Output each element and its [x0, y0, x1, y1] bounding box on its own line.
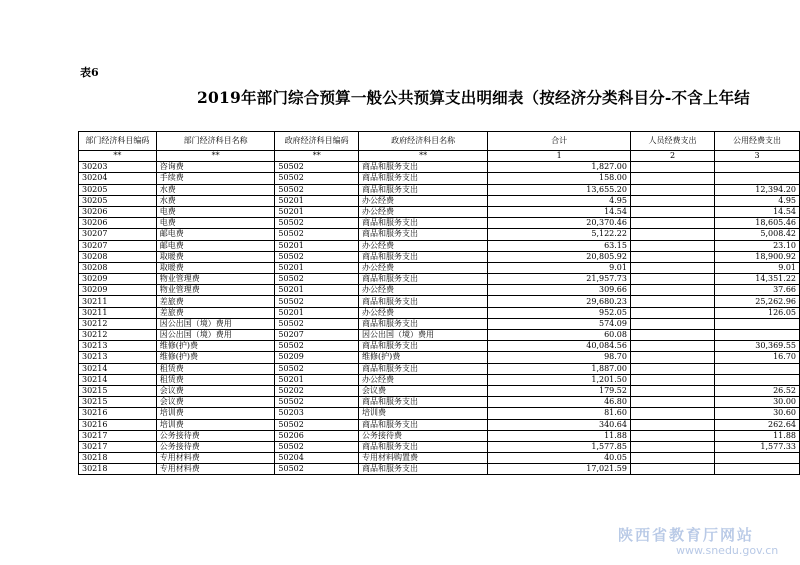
table-cell [630, 330, 714, 341]
table-cell: 专用材料费 [156, 464, 275, 475]
table-cell [630, 162, 714, 173]
table-cell [630, 430, 714, 441]
table-cell: 50201 [275, 374, 359, 385]
table-cell: 50202 [275, 385, 359, 396]
table-cell: 30217 [79, 430, 157, 441]
table-row [79, 184, 800, 195]
table-cell: 商品和服务支出 [358, 218, 487, 229]
table-cell: 专用材料购置费 [358, 453, 487, 464]
table-row [79, 240, 800, 251]
table-cell: 23.10 [714, 240, 799, 251]
table-cell: 商品和服务支出 [358, 441, 487, 452]
table-cell: 30218 [79, 464, 157, 475]
col-header: 部门经济科目名称 [156, 132, 275, 151]
table-cell: 取暖费 [156, 262, 275, 273]
table-cell: 商品和服务支出 [358, 229, 487, 240]
table-row [79, 330, 800, 341]
table-cell: 50201 [275, 240, 359, 251]
col-header: 合计 [488, 132, 631, 151]
table-cell: 50201 [275, 285, 359, 296]
table-cell: 952.05 [488, 307, 631, 318]
table-cell: 邮电费 [156, 229, 275, 240]
table-cell: 50203 [275, 408, 359, 419]
table-cell: 98.70 [488, 352, 631, 363]
table-cell: 电费 [156, 206, 275, 217]
table-row [79, 397, 800, 408]
subheader-cell: ** [358, 151, 487, 162]
table-cell [630, 341, 714, 352]
table-cell: 5,008.42 [714, 229, 799, 240]
table-cell: 37.66 [714, 285, 799, 296]
table-cell: 60.08 [488, 330, 631, 341]
table-row [79, 285, 800, 296]
table-cell: 专用材料费 [156, 453, 275, 464]
table-cell [714, 464, 799, 475]
table-cell: 办公经费 [358, 240, 487, 251]
col-header: 政府经济科目名称 [358, 132, 487, 151]
table-cell: 30217 [79, 441, 157, 452]
table-cell: 差旅费 [156, 307, 275, 318]
table-cell: 5,122.22 [488, 229, 631, 240]
table-row [79, 251, 800, 262]
table-cell [630, 352, 714, 363]
table-cell: 30208 [79, 251, 157, 262]
table-cell [630, 307, 714, 318]
table-cell: 126.05 [714, 307, 799, 318]
table-cell: 培训费 [156, 419, 275, 430]
table-cell: 30218 [79, 453, 157, 464]
table-cell: 30214 [79, 363, 157, 374]
table-cell: 手续费 [156, 173, 275, 184]
table-cell: 11.88 [714, 430, 799, 441]
table-cell: 30213 [79, 352, 157, 363]
table-cell: 50207 [275, 330, 359, 341]
table-cell: 办公经费 [358, 307, 487, 318]
table-cell: 商品和服务支出 [358, 464, 487, 475]
table-cell [714, 162, 799, 173]
table-cell: 1,577.33 [714, 441, 799, 452]
table-cell: 公务接待费 [156, 430, 275, 441]
table-cell: 商品和服务支出 [358, 397, 487, 408]
table-cell: 18,900.92 [714, 251, 799, 262]
table-cell: 30214 [79, 374, 157, 385]
table-row [79, 341, 800, 352]
table-cell [714, 330, 799, 341]
table-cell: 46.80 [488, 397, 631, 408]
table-cell: 商品和服务支出 [358, 363, 487, 374]
table-cell: 商品和服务支出 [358, 318, 487, 329]
table-cell [630, 397, 714, 408]
table-cell: 9.01 [488, 262, 631, 273]
table-cell [714, 363, 799, 374]
table-cell: 309.66 [488, 285, 631, 296]
table-row [79, 352, 800, 363]
table-cell [714, 374, 799, 385]
table-cell [714, 173, 799, 184]
table-cell: 会议费 [358, 385, 487, 396]
table-cell: 14.54 [488, 206, 631, 217]
table-cell: 50502 [275, 251, 359, 262]
table-row [79, 419, 800, 430]
table-cell: 办公经费 [358, 195, 487, 206]
table-cell: 30205 [79, 184, 157, 195]
table-cell: 商品和服务支出 [358, 184, 487, 195]
table-cell: 13,655.20 [488, 184, 631, 195]
table-row [79, 408, 800, 419]
table-cell [630, 184, 714, 195]
table-cell: 水费 [156, 184, 275, 195]
table-row [79, 318, 800, 329]
table-cell: 12,394.20 [714, 184, 799, 195]
subheader-cell: ** [79, 151, 157, 162]
table-cell: 物业管理费 [156, 285, 275, 296]
table-cell: 50502 [275, 173, 359, 184]
col-header: 公用经费支出 [714, 132, 799, 151]
table-cell: 办公经费 [358, 285, 487, 296]
table-cell: 50502 [275, 218, 359, 229]
table-cell: 50502 [275, 397, 359, 408]
table-cell: 179.52 [488, 385, 631, 396]
table-cell: 30206 [79, 206, 157, 217]
table-cell [630, 441, 714, 452]
table-cell: 维修(护)费 [358, 352, 487, 363]
table-body [79, 162, 800, 475]
table-row [79, 274, 800, 285]
table-cell: 20,370.46 [488, 218, 631, 229]
table-cell: 公务接待费 [358, 430, 487, 441]
table-cell: 50502 [275, 441, 359, 452]
col-header: 人员经费支出 [630, 132, 714, 151]
table-cell: 30215 [79, 397, 157, 408]
table-row [79, 162, 800, 173]
table-cell: 水费 [156, 195, 275, 206]
table-cell: 30211 [79, 307, 157, 318]
table-cell: 262.64 [714, 419, 799, 430]
table-cell: 物业管理费 [156, 274, 275, 285]
table-cell: 30207 [79, 240, 157, 251]
table-cell: 培训费 [358, 408, 487, 419]
table-cell: 因公出国（境）费用 [358, 330, 487, 341]
table-cell: 50502 [275, 464, 359, 475]
table-cell: 取暖费 [156, 251, 275, 262]
subheader-row [79, 151, 800, 162]
table-cell [630, 206, 714, 217]
table-cell: 50201 [275, 307, 359, 318]
subheader-cell: 3 [714, 151, 799, 162]
table-cell: 21,957.73 [488, 274, 631, 285]
table-cell: 1,577.85 [488, 441, 631, 452]
table-cell: 340.64 [488, 419, 631, 430]
table-cell: 电费 [156, 218, 275, 229]
table-cell: 因公出国（境）费用 [156, 330, 275, 341]
table-cell [630, 296, 714, 307]
table-cell: 30215 [79, 385, 157, 396]
table-cell: 公务接待费 [156, 441, 275, 452]
table-cell [630, 195, 714, 206]
table-cell: 50502 [275, 318, 359, 329]
col-header: 政府经济科目编码 [275, 132, 359, 151]
table-cell: 租赁费 [156, 363, 275, 374]
table-cell: 30208 [79, 262, 157, 273]
table-row [79, 206, 800, 217]
table-cell: 81.60 [488, 408, 631, 419]
table-cell: 17,021.59 [488, 464, 631, 475]
table-cell: 30.00 [714, 397, 799, 408]
table-cell: 商品和服务支出 [358, 341, 487, 352]
table-cell: 咨询费 [156, 162, 275, 173]
table-cell: 办公经费 [358, 262, 487, 273]
table-cell: 40.05 [488, 453, 631, 464]
table-row [79, 464, 800, 475]
table-cell: 158.00 [488, 173, 631, 184]
table-cell: 差旅费 [156, 296, 275, 307]
watermark-name: 陕西省教育厅网站 [618, 526, 755, 544]
table-cell: 29,680.23 [488, 296, 631, 307]
table-row [79, 262, 800, 273]
table-cell: 租赁费 [156, 374, 275, 385]
table-row [79, 218, 800, 229]
table-row [79, 363, 800, 374]
table-cell: 63.15 [488, 240, 631, 251]
table-cell: 商品和服务支出 [358, 162, 487, 173]
table-cell [630, 251, 714, 262]
table-row [79, 385, 800, 396]
table-cell: 20,805.92 [488, 251, 631, 262]
table-row [79, 374, 800, 385]
table-cell: 30209 [79, 285, 157, 296]
table-cell: 50206 [275, 430, 359, 441]
subheader-cell: ** [156, 151, 275, 162]
watermark [618, 524, 778, 557]
table-cell [630, 408, 714, 419]
table-cell: 商品和服务支出 [358, 274, 487, 285]
table-cell: 因公出国（境）费用 [156, 318, 275, 329]
table-cell: 30209 [79, 274, 157, 285]
table-cell [630, 363, 714, 374]
table-cell: 50502 [275, 419, 359, 430]
table-cell: 50502 [275, 229, 359, 240]
table-cell [630, 173, 714, 184]
table-cell: 30212 [79, 330, 157, 341]
page-title: 2019年部门综合预算一般公共预算支出明细表（按经济分类科目分-不含上年结 [197, 88, 750, 107]
table-cell [630, 285, 714, 296]
table-cell: 商品和服务支出 [358, 251, 487, 262]
table-row [79, 195, 800, 206]
table-cell: 14.54 [714, 206, 799, 217]
table-cell: 1,827.00 [488, 162, 631, 173]
subheader-cell: 2 [630, 151, 714, 162]
table-cell: 商品和服务支出 [358, 419, 487, 430]
table-cell: 30213 [79, 341, 157, 352]
table-row [79, 453, 800, 464]
table-cell: 50201 [275, 262, 359, 273]
table-cell: 9.01 [714, 262, 799, 273]
table-cell: 50502 [275, 274, 359, 285]
table-cell: 4.95 [488, 195, 631, 206]
table-row [79, 173, 800, 184]
table-cell: 50204 [275, 453, 359, 464]
table-cell: 18,605.46 [714, 218, 799, 229]
table-cell: 11.88 [488, 430, 631, 441]
table-row [79, 296, 800, 307]
table-cell: 30206 [79, 218, 157, 229]
table-cell: 邮电费 [156, 240, 275, 251]
table-number: 表6 [80, 66, 99, 79]
table-cell: 30,369.55 [714, 341, 799, 352]
table-cell: 50201 [275, 195, 359, 206]
table-cell: 50502 [275, 363, 359, 374]
watermark-url: www.snedu.gov.cn [676, 544, 779, 557]
table-cell: 维修(护)费 [156, 341, 275, 352]
table-cell: 维修(护)费 [156, 352, 275, 363]
table-cell: 30204 [79, 173, 157, 184]
table-cell [714, 318, 799, 329]
table-cell: 50209 [275, 352, 359, 363]
table-cell [630, 218, 714, 229]
subheader-cell: ** [275, 151, 359, 162]
table-cell: 25,262.96 [714, 296, 799, 307]
table-cell: 会议费 [156, 397, 275, 408]
table-cell [630, 385, 714, 396]
table-cell [630, 453, 714, 464]
table-cell: 商品和服务支出 [358, 173, 487, 184]
table-cell: 50502 [275, 341, 359, 352]
table-cell: 30211 [79, 296, 157, 307]
table-cell: 50502 [275, 296, 359, 307]
table-cell: 30205 [79, 195, 157, 206]
col-header: 部门经济科目编码 [79, 132, 157, 151]
table-row [79, 430, 800, 441]
table-cell: 会议费 [156, 385, 275, 396]
table-cell: 50502 [275, 162, 359, 173]
table-cell: 40,084.56 [488, 341, 631, 352]
table-row [79, 229, 800, 240]
table-cell: 商品和服务支出 [358, 296, 487, 307]
table-cell [630, 464, 714, 475]
header-row [79, 132, 800, 151]
table-cell [630, 419, 714, 430]
table-cell: 1,887.00 [488, 363, 631, 374]
table-cell [630, 229, 714, 240]
table-cell: 30203 [79, 162, 157, 173]
table-cell: 1,201.50 [488, 374, 631, 385]
table-cell: 14,351.22 [714, 274, 799, 285]
table-cell [630, 374, 714, 385]
table-cell [714, 453, 799, 464]
table-cell: 培训费 [156, 408, 275, 419]
table-cell: 30216 [79, 419, 157, 430]
table-row [79, 307, 800, 318]
budget-table [78, 131, 800, 475]
table-cell: 30212 [79, 318, 157, 329]
table-cell [630, 262, 714, 273]
table-cell: 4.95 [714, 195, 799, 206]
table-cell: 30.60 [714, 408, 799, 419]
table-cell: 16.70 [714, 352, 799, 363]
subheader-cell: 1 [488, 151, 631, 162]
table-cell: 30216 [79, 408, 157, 419]
table-cell [630, 240, 714, 251]
table-cell: 30207 [79, 229, 157, 240]
table-cell [630, 274, 714, 285]
table-cell: 574.09 [488, 318, 631, 329]
table-cell: 26.52 [714, 385, 799, 396]
table-row [79, 441, 800, 452]
table-cell: 办公经费 [358, 206, 487, 217]
table-cell [630, 318, 714, 329]
table-cell: 50502 [275, 184, 359, 195]
table-cell: 50201 [275, 206, 359, 217]
table-cell: 办公经费 [358, 374, 487, 385]
